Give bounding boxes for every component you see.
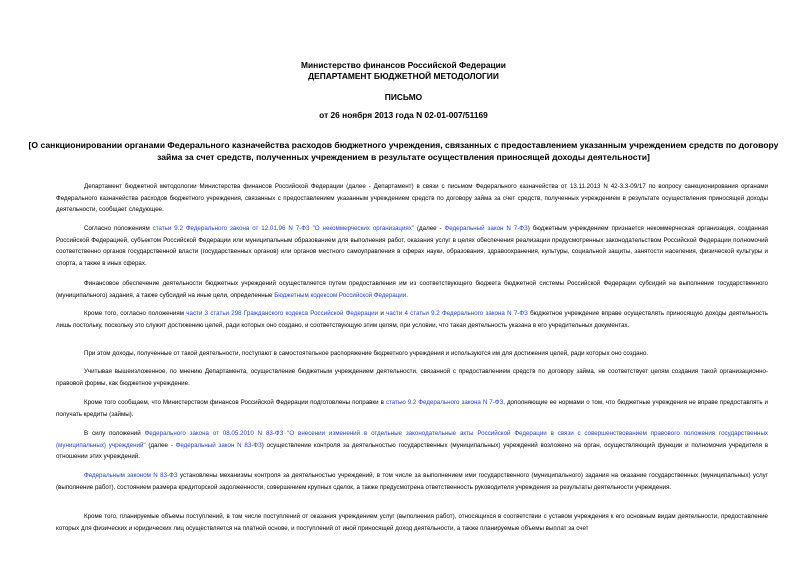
paragraph-text: В силу положений: [84, 430, 145, 437]
paragraph-text: , дополняющие ее нормами о том, что бюджетные учреждения не вправе предоставлять и получать кредиты (займы).: [56, 399, 768, 418]
law-reference-link[interactable]: части 3 статьи 298 Гражданского кодекса Российской Федерации: [186, 310, 379, 317]
paragraph-text: Финансовое обеспечение деятельности бюджетных учреждений осуществляется путем предоставления им из соответствующего бюджета бюджетной системы Российской Федерации субсидий на выполнение государственного (муниципального) задания, а также субсидий на иные цели, определенные: [56, 280, 768, 299]
paragraph-text: .: [406, 291, 408, 299]
law-reference-link[interactable]: части 4 статьи 9.2 Федерального закона N 7-ФЗ: [386, 310, 528, 317]
document-title: [О санкционировании органами Федерального казначейства расходов бюджетного учреждения, связанных с предоставлением указанным учреждением средств по договору займа за счет средств, полученных учреждением в результате осуществления приносящей доходы деятельности]: [28, 140, 779, 162]
paragraph-text: бюджетное учреждение вправе осуществлять приносящую доходы деятельность лишь постольку, поскольку это служит достижению целей, ради которых оно создано, и соответствующую этим целям, при условии, что такая деятельность указана в его учредительных документах.: [56, 310, 768, 329]
law-reference-link[interactable]: Федеральный закон N 7-ФЗ: [444, 225, 528, 232]
paragraph-text: Согласно положениям: [84, 225, 153, 232]
law-reference-link[interactable]: Бюджетным кодексом Российской Федерации: [274, 291, 407, 299]
department-name: ДЕПАРТАМЕНТ БЮДЖЕТНОЙ МЕТОДОЛОГИИ: [308, 71, 499, 81]
paragraph-8: [56, 428, 768, 463]
paragraph-text: ) осуществление контроля за деятельностью государственных (муниципальных) учреждений возложено на орган, осуществляющий функции и полномочия учредителя в отношении этих учреждений.: [56, 441, 768, 461]
paragraph-9: [56, 470, 768, 493]
paragraph-text: (далее -: [414, 225, 445, 232]
document-date-number: от 26 ноября 2013 года N 02-01-007/51169: [319, 110, 488, 120]
paragraph-3: [56, 278, 768, 301]
law-reference-link[interactable]: статью 9.2 Федерального закона N 7-ФЗ: [385, 399, 504, 406]
paragraph-text: При этом доходы, полученные от такой деятельности, поступают в самостоятельное распоряжение бюджетного учреждения и используются им для достижения целей, ради которых оно создано.: [84, 350, 649, 357]
law-reference-link[interactable]: Федеральный закон N 83-ФЗ: [175, 441, 262, 449]
paragraph-text: ) бюджетным учреждением признается некоммерческая организация, созданная Российской Федерацией, субъектом Российской Федерации или муниципальным образованием для выполнения работ, оказания услуг в целях обеспечения реализации предусмотренных законодательством Российской Федерации полномочий соответственно органов государственной власти (государственных органов) или органов местного самоуправления в сферах науки, образования, здравоохранения, культуры, социальной защиты, занятости населения, физической культуры и спорта, а также в иных сферах.: [56, 225, 768, 267]
paragraph-text: (далее -: [145, 441, 176, 449]
paragraph-text: установлены механизмы контроля за деятельностью учреждений, в том числе за выполнением ими государственного (муниципального) задания на оказание государственных (муниципальных) услуг (выполнение работ), состоянием размера кредиторской задолженности, совершением крупных сделок, а также предусмотрена ответственность руководителя учреждения за результаты деятельности учреждения.: [56, 472, 768, 491]
paragraph-text: Кроме того, согласно положениям: [84, 310, 187, 317]
law-reference-link[interactable]: статьи 9.2 Федерального закона от 12.01.96 N 7-ФЗ "О некоммерческих организациях": [152, 225, 415, 232]
paragraph-text: Департамент бюджетной методологии Министерства финансов Российской Федерации (далее - Департамент) в связи с письмом Федерального казначейства от 13.11.2013 N 42-3.3-09/17 по вопросу санкционирования органами Федерального казначейства расходов бюджетного учреждения, связанных с предоставлением указанным учреждением средств по договору займа за счет средств, полученных учреждением в результате осуществления приносящей доходы деятельности, сообщает следующее.: [56, 183, 768, 214]
paragraph-2: [56, 223, 768, 269]
paragraph-text: Кроме того, планируемые объемы поступлений, в том числе поступлений от оказания учреждением услуг (выполнения работ), относящихся в соответствии с уставом учреждения к его основным видам деятельности, предоставление которых для физических и юридических лиц осуществляется на платной основе, и поступлений от иной приносящей доход деятельности, а также планируемые объемы выплат за счет: [56, 513, 768, 532]
law-reference-link[interactable]: Федеральным законом N 83-ФЗ: [84, 472, 178, 479]
paragraph-1: [56, 181, 768, 216]
ministry-name: Министерство финансов Российской Федерации: [301, 60, 506, 70]
paragraph-6: [56, 366, 768, 389]
paragraph-text: и: [378, 310, 387, 317]
paragraph-text: Учитывая вышеизложенное, по мнению Департамента, осуществление бюджетным учреждением деятельности, связанной с предоставлением средств по договору займа, не соответствует целям создания такой организационно-правовой формы, как бюджетное учреждение.: [56, 368, 768, 387]
paragraph-7: [56, 397, 768, 420]
paragraph-text: Кроме того сообщаем, что Министерством финансов Российской Федерации подготовлены поправки в: [84, 399, 386, 406]
law-reference-link[interactable]: Федерального закона от 08.05.2010 N 83-ФЗ "О внесении изменений в отдельные законодательные акты Российской Федерации в связи с совершенствованием правового положения государственных (муниципальных) учреждений": [56, 430, 768, 449]
document-type: ПИСЬМО: [384, 92, 423, 102]
paragraph-10: [56, 511, 768, 534]
paragraph-5: [56, 348, 768, 360]
paragraph-4: [56, 308, 768, 331]
